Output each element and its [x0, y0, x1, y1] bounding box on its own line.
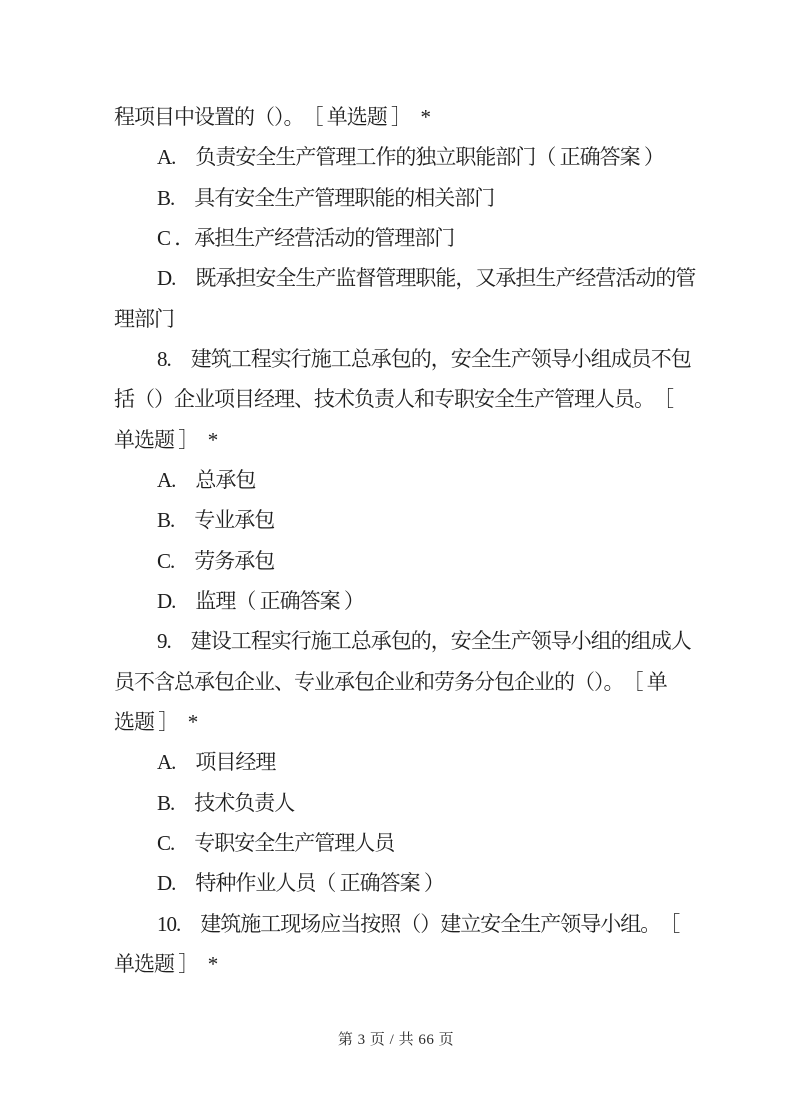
- question-10-stem: 10. 建筑施工现场应当按照（）建立安全生产领导小组。 ［: [157, 911, 680, 936]
- question-9-stem-wrap-2: 选题 ］ *: [114, 709, 198, 734]
- prev-question-option-b: B. 具有安全生产管理职能的相关部门: [157, 185, 495, 210]
- question-8-stem-wrap-2: 单选题 ］ *: [114, 427, 218, 452]
- question-8-stem: 8. 建筑工程实行施工总承包的，安全生产领导小组成员不包: [157, 346, 691, 371]
- question-9-stem-wrap-1: 员不含总承包企业、专业承包企业和劳务分包企业的（）。 ［ 单: [114, 669, 667, 694]
- page-number-footer: 第 3 页 / 共 66 页: [337, 1032, 455, 1048]
- question-8-option-b: B. 专业承包: [157, 508, 275, 533]
- question-8-stem-wrap-1: 括（）企业项目经理、技术负责人和专职安全生产管理人员。 ［: [114, 387, 673, 412]
- question-9-option-d: D. 特种作业人员（ 正确答案 ）: [157, 871, 444, 896]
- prev-question-option-c: C ．承担生产经营活动的管理部门: [157, 225, 455, 250]
- question-8-option-d: D. 监理（ 正确答案 ）: [157, 588, 364, 613]
- prev-question-stem-continuation: 程项目中设置的（）。 ［ 单选题 ］ *: [114, 105, 430, 129]
- question-9-option-c: C. 专职安全生产管理人员: [157, 830, 395, 855]
- prev-question-option-d: D. 既承担安全生产监督管理职能，又承担生产经营活动的管: [157, 266, 696, 291]
- question-9-stem: 9. 建设工程实行施工总承包的，安全生产领导小组的组成人: [157, 629, 691, 654]
- question-8-option-c: C. 劳务承包: [157, 548, 275, 573]
- question-9-option-b: B. 技术负责人: [157, 790, 295, 815]
- question-10-stem-wrap: 单选题 ］ *: [114, 951, 218, 976]
- prev-question-option-d-wrap: 理部门: [114, 306, 174, 331]
- exam-document-page: [114, 97, 734, 984]
- question-8-option-a: A. 总承包: [157, 467, 256, 492]
- prev-question-option-a: A. 负责安全生产管理工作的独立职能部门（ 正确答案 ）: [157, 145, 664, 170]
- question-9-option-a: A. 项目经理: [157, 750, 276, 775]
